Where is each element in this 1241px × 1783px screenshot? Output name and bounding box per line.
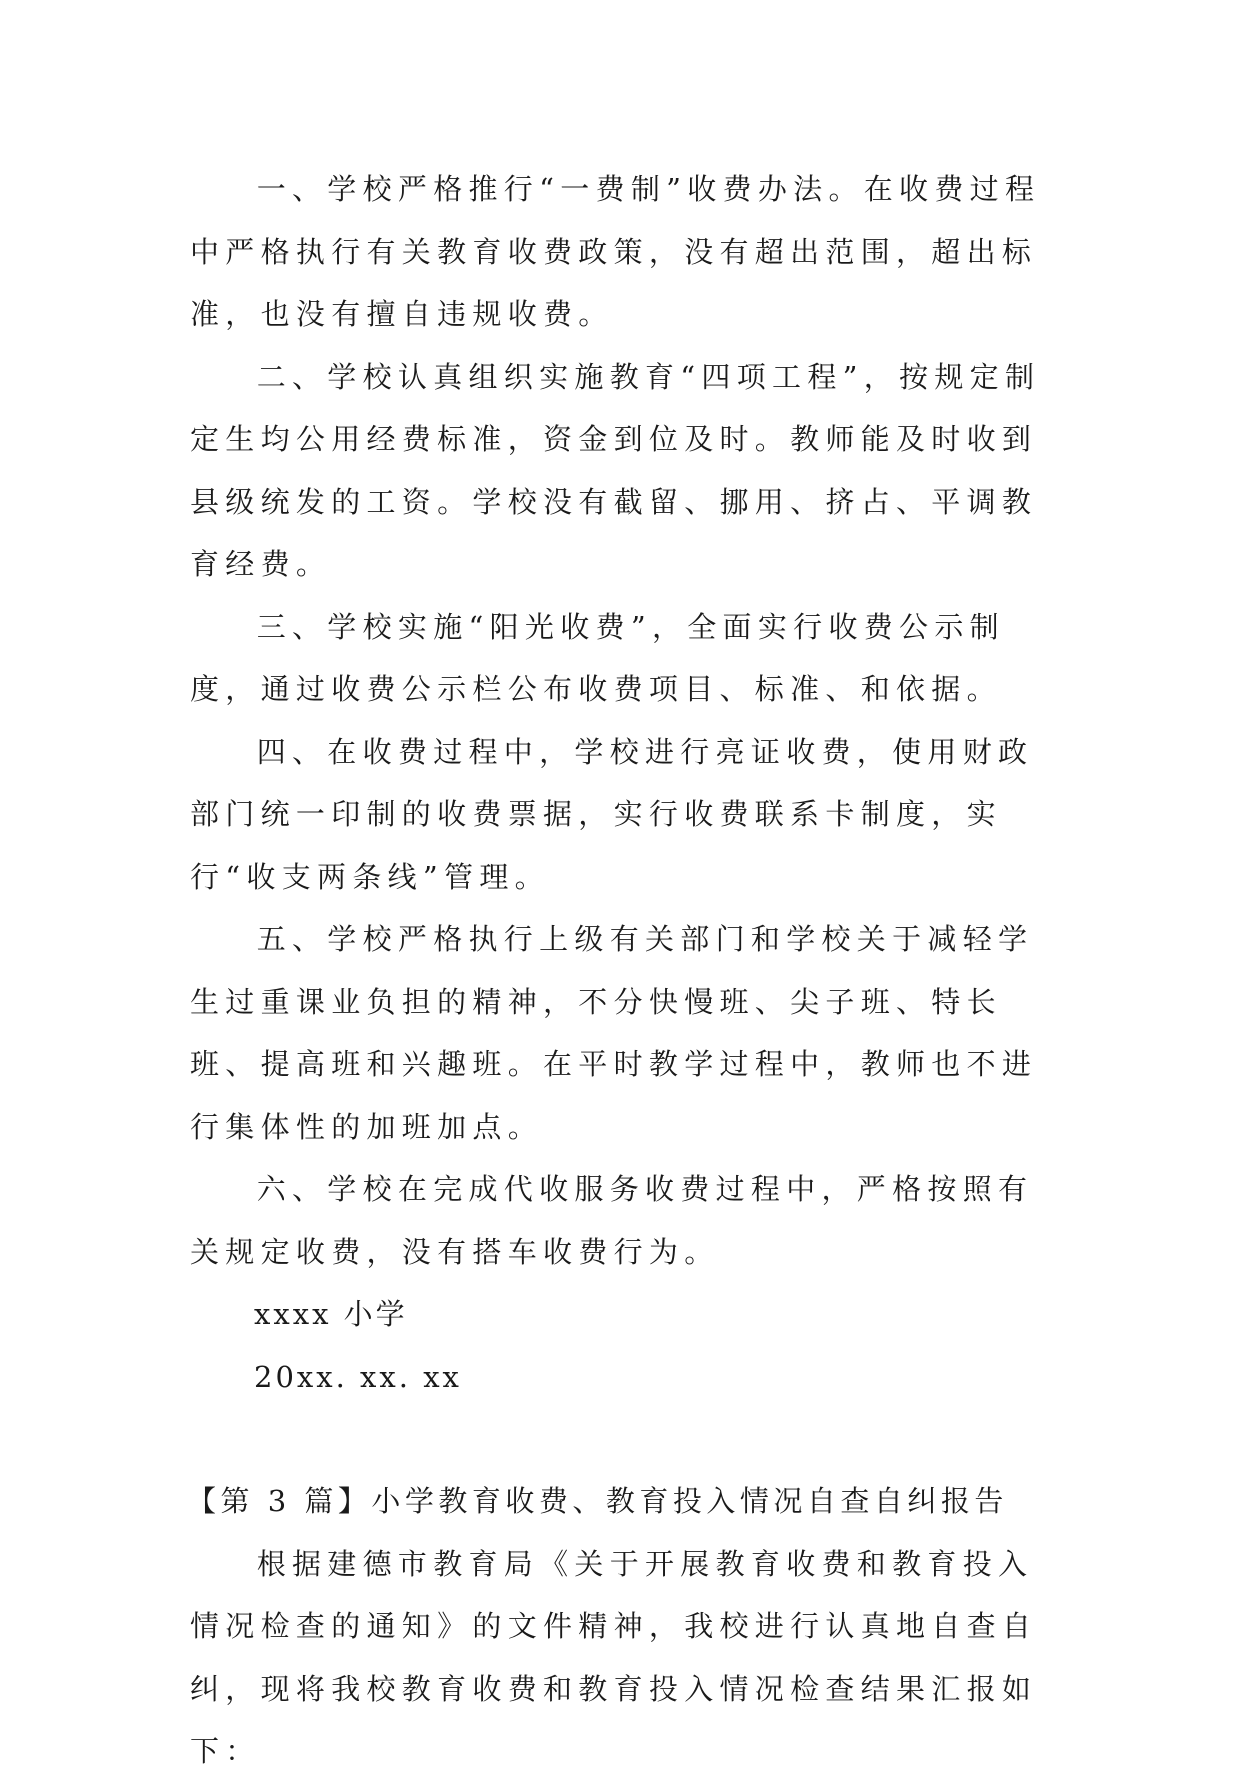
paragraph-3: 三、学校实施“阳光收费”，全面实行收费公示制度，通过收费公示栏公布收费项目、标准、和依据。 bbox=[190, 609, 1005, 706]
section-intro-paragraph: 根据建德市教育局《关于开展教育收费和教育投入情况检查的通知》的文件精神，我校进行认真地自查自纠，现将我校教育收费和教育投入情况检查结果汇报如下： bbox=[190, 1546, 1038, 1768]
paragraph-4: 四、在收费过程中，学校进行亮证收费，使用财政部门统一印制的收费票据，实行收费联系卡制度，实行“收支两条线”管理。 bbox=[190, 734, 1034, 894]
paragraph-1: 一、学校严格推行“一费制”收费办法。在收费过程中严格执行有关教育收费政策，没有超出范围，超出标准，也没有擅自违规收费。 bbox=[190, 172, 1041, 331]
paragraph-6: 六、学校在完成代收服务收费过程中，严格按照有关规定收费，没有搭车收费行为。 bbox=[190, 1172, 1034, 1269]
signature-date: 20xx. xx. xx bbox=[254, 1359, 462, 1394]
document-body bbox=[187, 158, 1052, 1783]
signature-organization: xxxx 小学 bbox=[254, 1297, 408, 1331]
section-spacer bbox=[190, 1408, 1052, 1470]
section-title: 【第 3 篇】小学教育收费、教育投入情况自查自纠报告 bbox=[187, 1484, 1008, 1518]
paragraph-5: 五、学校严格执行上级有关部门和学校关于减轻学生过重课业负担的精神，不分快慢班、尖子班、特长班、提高班和兴趣班。在平时教学过程中，教师也不进行集体性的加班加点。 bbox=[190, 922, 1038, 1144]
paragraph-2: 二、学校认真组织实施教育“四项工程”，按规定制定生均公用经费标准，资金到位及时。教师能及时收到县级统发的工资。学校没有截留、挪用、挤占、平调教育经费。 bbox=[190, 359, 1041, 581]
